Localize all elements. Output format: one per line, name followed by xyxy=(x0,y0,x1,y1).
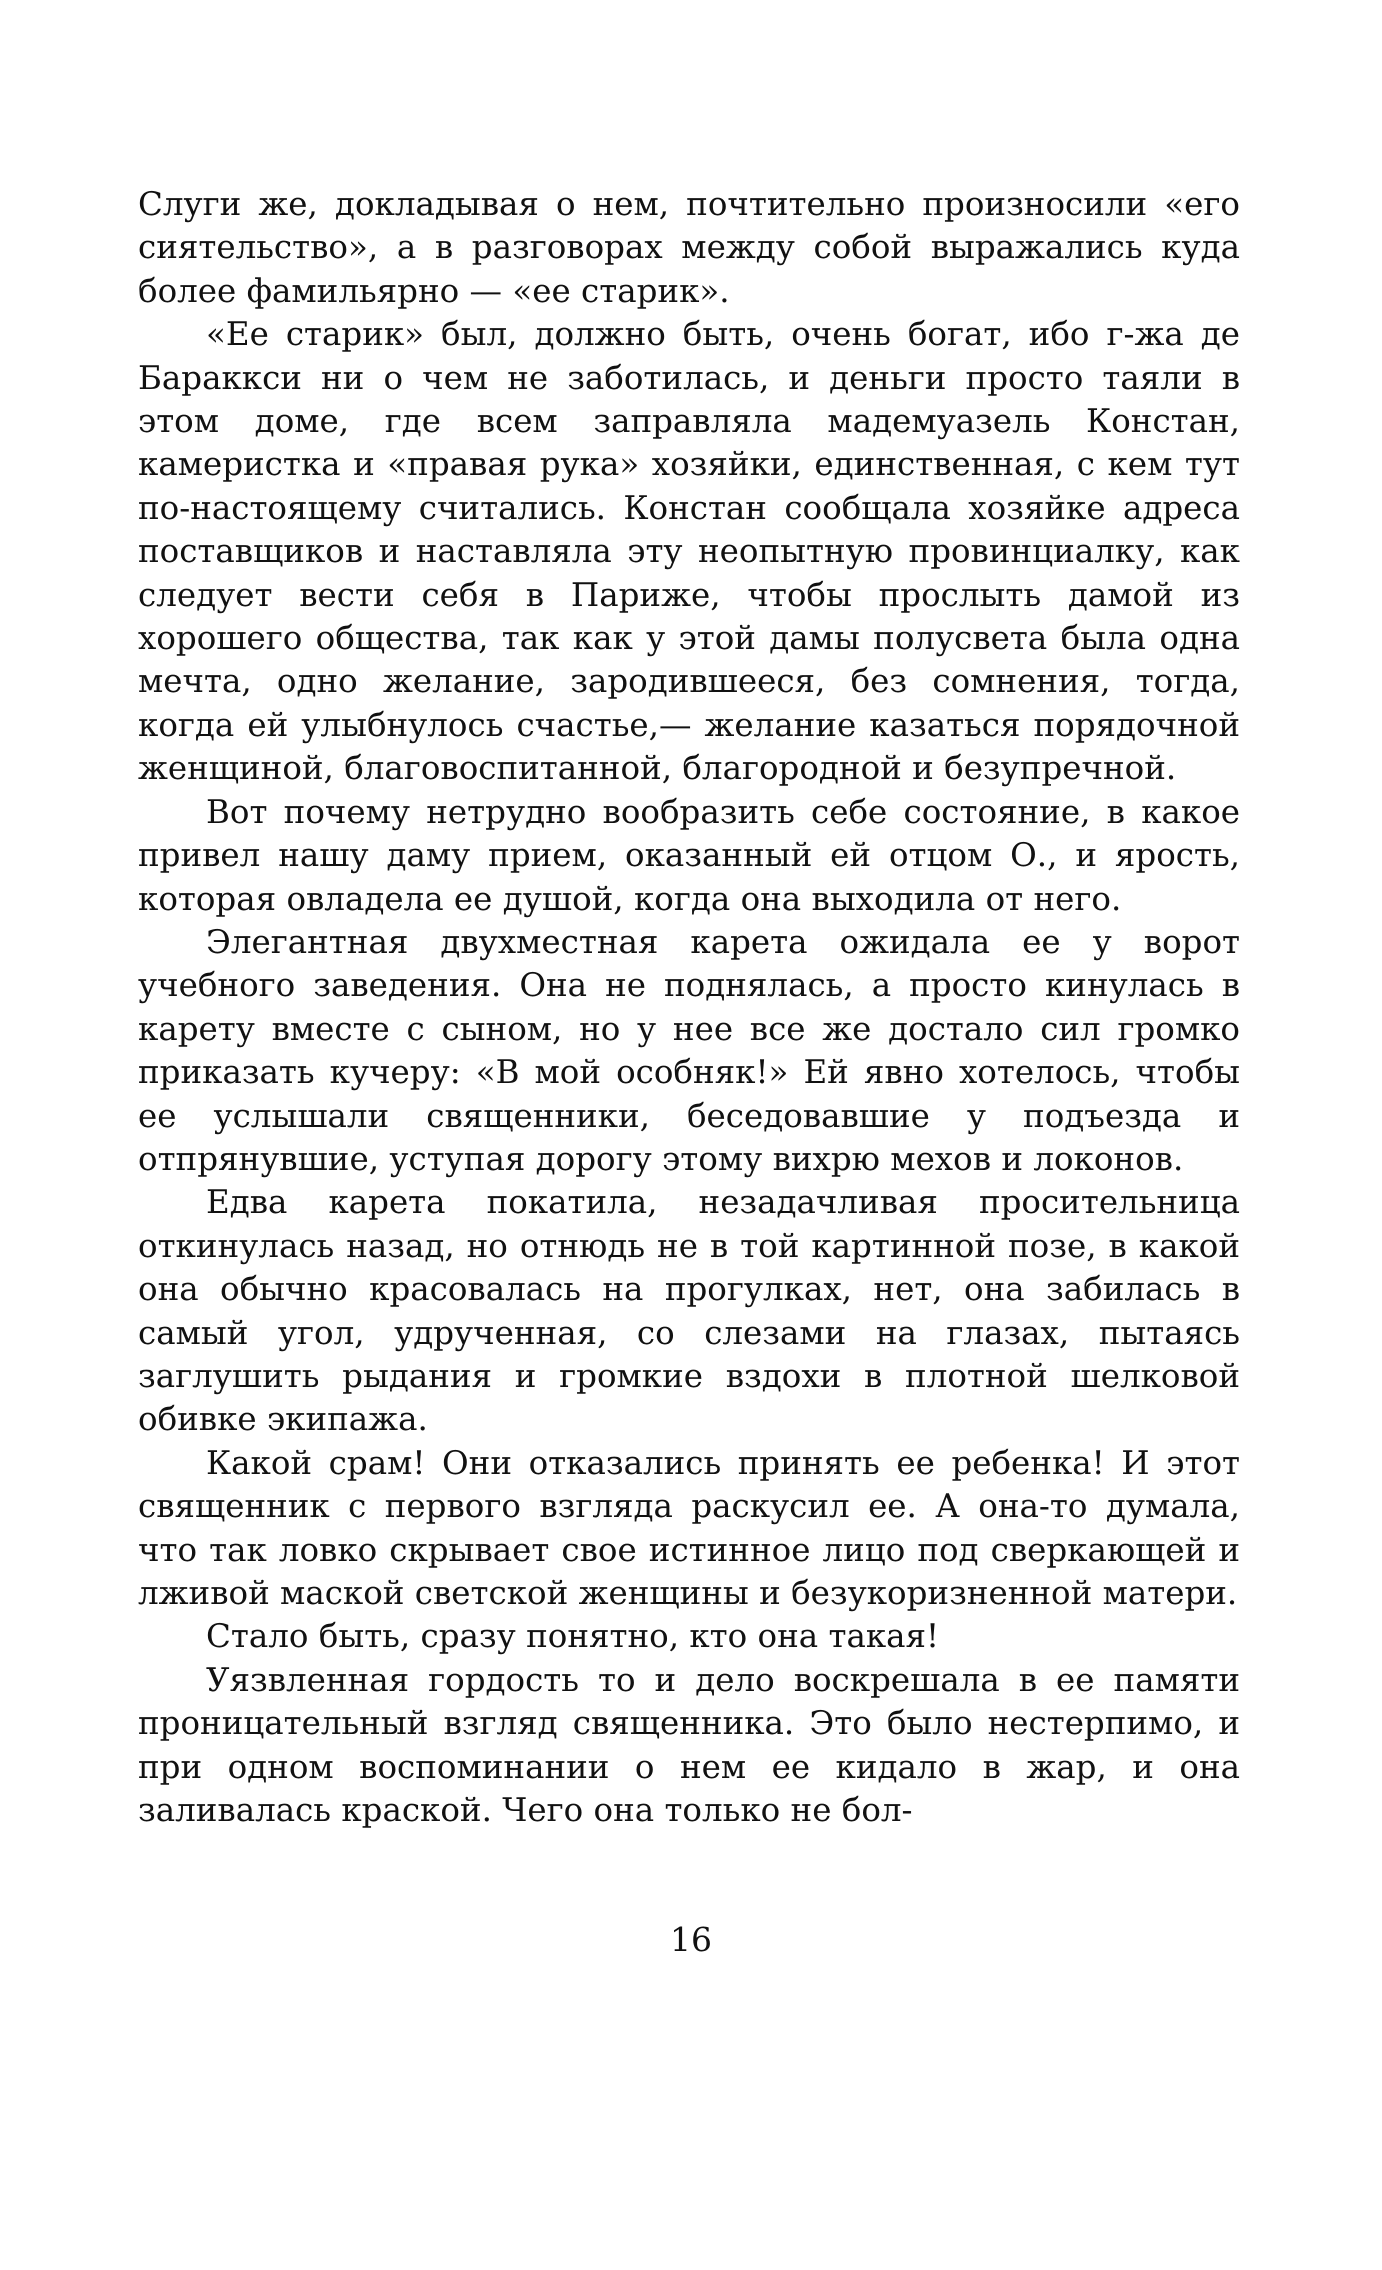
paragraph: Слуги же, докладывая о нем, почтительно произносили «его сиятельство», а в разговорах между собой выражались куда более фамильярно — «ее старик». xyxy=(138,185,1240,310)
paragraph: Какой срам! Они отказались принять ее ребенка! И этот священник с первого взгляда раскусил ее. А она-то думала, что так ловко скрывает свое истинное лицо под сверкающей и лживой маской светской женщины и безукоризненной матери. xyxy=(138,1443,1240,1612)
paragraph: Элегантная двухместная карета ожидала ее у ворот учебного заведения. Она не поднялась, а просто кинулась в карету вместе с сыном, но у нее все же достало сил громко приказать кучеру: «В мой особняк!» Ей явно хотелось, чтобы ее услышали священники, беседовавшие у подъезда и отпрянувшие, уступая дорогу этому вихрю мехов и локонов. xyxy=(138,922,1240,1178)
page-body-text xyxy=(138,183,1240,1832)
paragraph: «Ее старик» был, должно быть, очень богат, ибо г-жа де Бараккси ни о чем не заботилась, и деньги просто таяли в этом доме, где всем заправляла мадемуазель Констан, камеристка и «правая рука» хозяйки, единственная, с кем тут по-настоящему считались. Констан сообщала хозяйке адреса поставщиков и наставляла эту неопытную провинциалку, как следует вести себя в Париже, чтобы прослыть дамой из хорошего общества, так как у этой дамы полусвета была одна мечта, одно желание, зародившееся, без сомнения, тогда, когда ей улыбнулось счастье,— желание казаться порядочной женщиной, благовоспитанной, благородной и безупречной. xyxy=(138,315,1240,788)
paragraph: Едва карета покатила, незадачливая просительница откинулась назад, но отнюдь не в той картинной позе, в какой она обычно красовалась на прогулках, нет, она забилась в самый угол, удрученная, со слезами на глазах, пытаясь заглушить рыдания и громкие вздохи в плотной шелковой обивке экипажа. xyxy=(138,1183,1240,1439)
paragraph: Вот почему нетрудно вообразить себе состояние, в какое привел нашу даму прием, оказанный ей отцом О., и ярость, которая овладела ее душой, когда она выходила от него. xyxy=(138,792,1240,918)
paragraph: Стало быть, сразу понятно, кто она такая! xyxy=(206,1617,940,1656)
paragraph: Уязвленная гордость то и дело воскрешала в ее памяти проницательный взгляд священника. Это было нестерпимо, и при одном воспоминании о нем ее кидало в жар, и она заливалась краской. Чего она только не бол- xyxy=(138,1660,1240,1830)
page-number: 16 xyxy=(670,1920,712,1959)
